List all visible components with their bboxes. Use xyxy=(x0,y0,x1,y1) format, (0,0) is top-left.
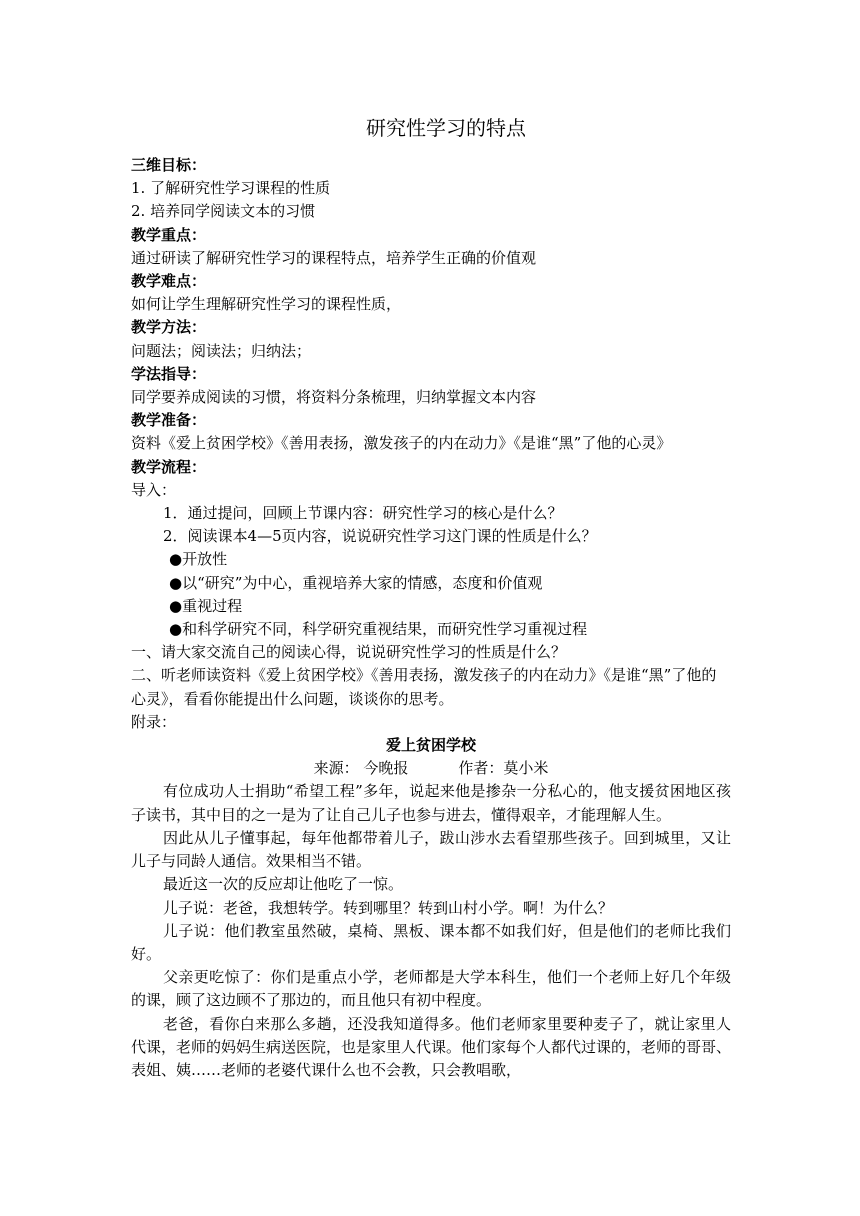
difficulty-heading: 教学难点： xyxy=(131,272,207,291)
flow-bullet: ●和科学研究不同，科学研究重视结果，而研究性学习重视过程 xyxy=(169,620,588,639)
article-paragraph: 因此从儿子懂事起，每年他都带着儿子，跋山涉水去看望那些孩子。回到城里，又让儿子与同龄人通信。效果相当不错。 xyxy=(131,828,731,871)
appendix-label: 附录： xyxy=(131,712,177,731)
flow-bullet: ●重视过程 xyxy=(169,596,243,615)
article-byline xyxy=(131,757,731,780)
flow-heading: 教学流程： xyxy=(131,457,207,476)
article-paragraph: 父亲更吃惊了：你们是重点小学，老师都是大学本科生，他们一个老师上好几个年级的课，顾了这边顾不了那边的，而且他只有初中程度。 xyxy=(131,968,731,1010)
guidance-text: 同学要养成阅读的习惯，将资料分条梳理，归纳掌握文本内容 xyxy=(131,388,537,407)
flow-intro: 导入： xyxy=(131,480,177,499)
flow-step: 2．阅读课本4—5页内容，说说研究性学习这门课的性质是什么？ xyxy=(163,527,597,546)
article-paragraph: 有位成功人士捐助“希望工程”多年，说起来他是掺杂一分私心的，他支援贫困地区孩子读书，其中目的之一是为了让自己儿子也参与进去，懂得艰辛，才能理解人生。 xyxy=(131,782,731,824)
document-title: 研究性学习的特点 xyxy=(366,116,526,140)
goal-item: 2. 培养同学阅读文本的习惯 xyxy=(131,202,316,221)
guidance-heading: 学法指导： xyxy=(131,364,207,383)
flow-bullet: ●开放性 xyxy=(169,550,228,569)
article-author: 作者：莫小米 xyxy=(458,759,549,778)
key-point-heading: 教学重点： xyxy=(131,225,207,244)
article-source: 来源： 今晚报 xyxy=(313,759,409,778)
difficulty-text: 如何让学生理解研究性学习的课程性质， xyxy=(131,295,402,314)
goal-item: 1. 了解研究性学习课程的性质 xyxy=(131,179,331,198)
article-paragraph: 儿子说：他们教室虽然破，桌椅、黑板、课本都不如我们好，但是他们的老师比我们好。 xyxy=(131,921,731,963)
prep-text: 资料《爱上贫困学校》《善用表扬，激发孩子的内在动力》《是谁“黑”了他的心灵》 xyxy=(131,434,672,453)
methods-text: 问题法；阅读法；归纳法； xyxy=(131,341,312,360)
document-page xyxy=(131,112,731,1082)
article-paragraph: 儿子说：老爸，我想转学。转到哪里？转到山村小学。啊！为什么？ xyxy=(163,898,614,917)
flow-part-2: 二、听老师读资料《爱上贫困学校》《善用表扬，激发孩子的内在动力》《是谁“黑”了他的心灵》，看看你能提出什么问题，谈谈你的思考。 xyxy=(131,666,717,708)
prep-heading: 教学准备： xyxy=(131,411,207,430)
key-point-text: 通过研读了解研究性学习的课程特点，培养学生正确的价值观 xyxy=(131,248,537,267)
methods-heading: 教学方法： xyxy=(131,318,207,337)
article-paragraph: 最近这一次的反应却让他吃了一惊。 xyxy=(163,875,404,894)
flow-part-1: 一、请大家交流自己的阅读心得，说说研究性学习的性质是什么？ xyxy=(131,643,567,662)
goals-heading: 三维目标： xyxy=(131,156,207,174)
article-paragraph: 老爸，看你白来那么多趟，还没我知道得多。他们老师家里要种麦子了，就让家里人代课，老师的妈妈生病送医院，也是家里人代课。他们家每个人都代过课的，老师的哥哥、表姐、姨……老师的老婆代课什么也不会教，只会教唱歌， xyxy=(131,1014,732,1079)
article-title: 爱上贫困学校 xyxy=(385,736,476,755)
flow-bullet: ●以“研究”为中心，重视培养大家的情感，态度和价值观 xyxy=(169,573,543,592)
flow-step: 1．通过提问，回顾上节课内容：研究性学习的核心是什么？ xyxy=(163,504,563,523)
